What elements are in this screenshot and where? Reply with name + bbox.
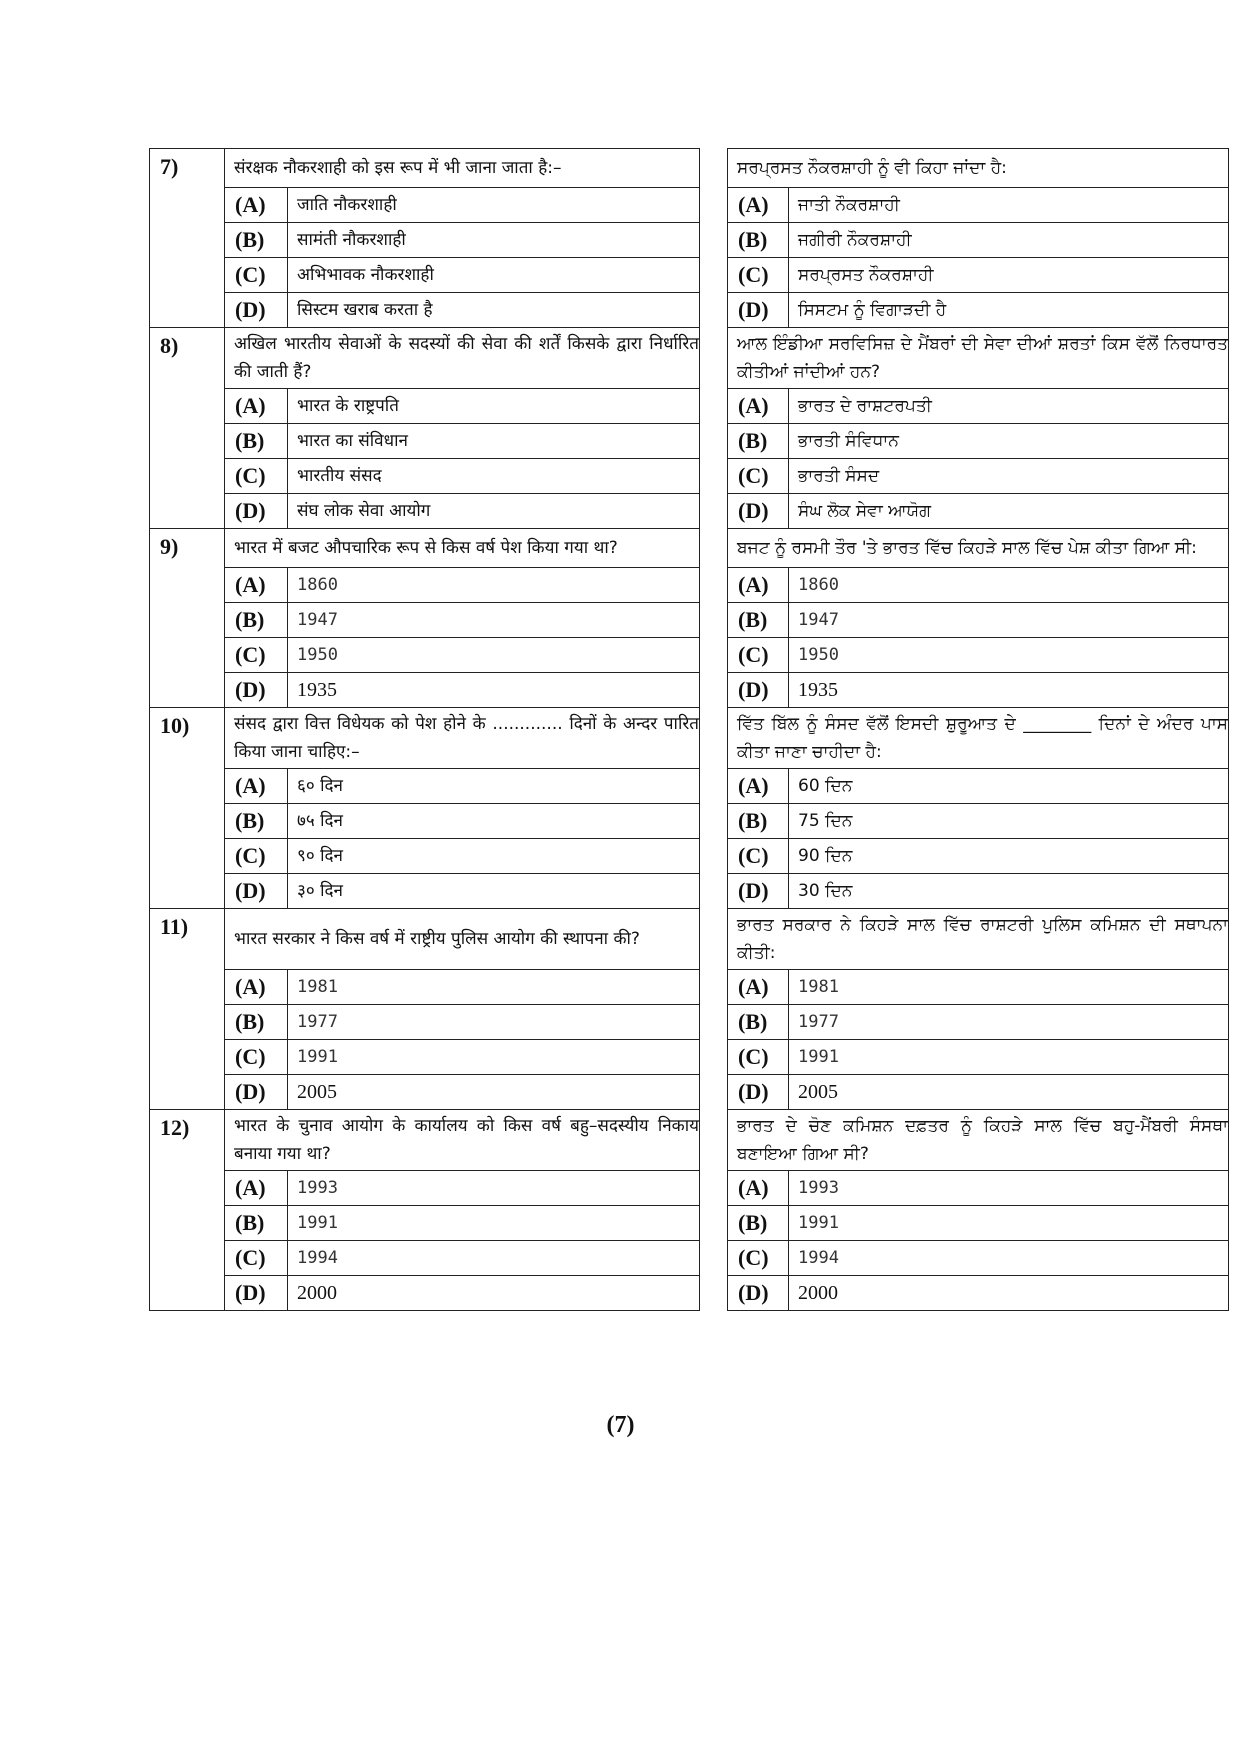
option-letter-hindi: (D) <box>225 293 288 328</box>
option-text-punjabi: ਭਾਰਤੀ ਸੰਵਿਧਾਨ <box>789 424 1229 459</box>
question-row <box>150 529 1229 568</box>
option-letter-hindi: (C) <box>225 258 288 293</box>
option-row <box>150 1206 1229 1241</box>
option-letter-hindi: (A) <box>225 389 288 424</box>
option-row <box>150 804 1229 839</box>
column-separator <box>700 529 728 708</box>
option-text-punjabi: 1981 <box>789 970 1229 1005</box>
option-letter-hindi: (C) <box>225 1241 288 1276</box>
option-letter-hindi: (B) <box>225 804 288 839</box>
option-letter-punjabi: (D) <box>728 1075 789 1110</box>
option-text-hindi: भारतीय संसद <box>288 459 700 494</box>
option-row <box>150 1075 1229 1110</box>
question-text-punjabi: ਆਲ ਇੰਡੀਆ ਸਰਵਿਸਿਜ਼ ਦੇ ਮੈਂਬਰਾਂ ਦੀ ਸੇਵਾ ਦੀਆਂ ਸ਼ਰਤਾਂ ਕਿਸ ਵੱਲੋਂ ਨਿਰਧਾਰਤ ਕੀਤੀਆਂ ਜਾਂਦੀਆਂ ਹਨ? <box>728 328 1229 389</box>
option-row <box>150 970 1229 1005</box>
option-letter-hindi: (B) <box>225 1005 288 1040</box>
option-letter-hindi: (D) <box>225 673 288 708</box>
option-text-punjabi: 1991 <box>789 1206 1229 1241</box>
option-text-punjabi: 1991 <box>789 1040 1229 1075</box>
option-row <box>150 839 1229 874</box>
question-text-punjabi: ਸਰਪ੍ਰਸਤ ਨੌਕਰਸ਼ਾਹੀ ਨੂੰ ਵੀ ਕਿਹਾ ਜਾਂਦਾ ਹੈ: <box>728 149 1229 188</box>
option-row <box>150 1040 1229 1075</box>
option-row <box>150 874 1229 909</box>
option-text-punjabi: 90 ਦਿਨ <box>789 839 1229 874</box>
column-separator <box>700 149 728 328</box>
option-row <box>150 223 1229 258</box>
option-text-punjabi: 75 ਦਿਨ <box>789 804 1229 839</box>
option-text-hindi: सामंती नौकरशाही <box>288 223 700 258</box>
option-letter-punjabi: (D) <box>728 874 789 909</box>
option-text-punjabi: ਜਾਤੀ ਨੌਕਰਸ਼ਾਹੀ <box>789 188 1229 223</box>
option-row <box>150 568 1229 603</box>
column-separator <box>700 708 728 909</box>
option-text-hindi: ६० दिन <box>288 769 700 804</box>
option-text-punjabi: ਸੰਘ ਲੋਕ ਸੇਵਾ ਆਯੋਗ <box>789 494 1229 529</box>
option-text-hindi: भारत के राष्ट्रपति <box>288 389 700 424</box>
option-row <box>150 1171 1229 1206</box>
option-text-punjabi: 1977 <box>789 1005 1229 1040</box>
option-text-hindi: 1977 <box>288 1005 700 1040</box>
option-letter-punjabi: (B) <box>728 804 789 839</box>
option-text-punjabi: 1950 <box>789 638 1229 673</box>
question-text-hindi: भारत के चुनाव आयोग के कार्यालय को किस वर्ष बहु–सदस्यीय निकाय बनाया गया था? <box>225 1110 700 1171</box>
question-number: 12) <box>150 1110 225 1311</box>
option-text-hindi: 1993 <box>288 1171 700 1206</box>
question-row <box>150 328 1229 389</box>
option-letter-punjabi: (D) <box>728 494 789 529</box>
question-text-punjabi: ਵਿੱਤ ਬਿੱਲ ਨੂੰ ਸੰਸਦ ਵੱਲੋਂ ਇਸਦੀ ਸ਼ੁਰੂਆਤ ਦੇ ________ ਦਿਨਾਂ ਦੇ ਅੰਦਰ ਪਾਸ ਕੀਤਾ ਜਾਣਾ ਚਾਹੀਦਾ ਹੈ: <box>728 708 1229 769</box>
option-text-hindi: 2000 <box>288 1276 700 1311</box>
option-text-punjabi: 1994 <box>789 1241 1229 1276</box>
option-letter-punjabi: (B) <box>728 223 789 258</box>
option-text-punjabi: 1993 <box>789 1171 1229 1206</box>
question-number: 7) <box>150 149 225 328</box>
option-text-hindi: 1935 <box>288 673 700 708</box>
option-letter-punjabi: (D) <box>728 1276 789 1311</box>
option-letter-hindi: (A) <box>225 568 288 603</box>
option-text-hindi: भारत का संविधान <box>288 424 700 459</box>
option-row <box>150 1241 1229 1276</box>
option-letter-hindi: (C) <box>225 638 288 673</box>
option-letter-punjabi: (C) <box>728 1241 789 1276</box>
option-letter-hindi: (D) <box>225 1276 288 1311</box>
option-letter-hindi: (C) <box>225 839 288 874</box>
question-text-punjabi: ਭਾਰਤ ਦੇ ਚੋਣ ਕਮਿਸ਼ਨ ਦਫ਼ਤਰ ਨੂੰ ਕਿਹੜੇ ਸਾਲ ਵਿੱਚ ਬਹੁ-ਮੈਂਬਰੀ ਸੰਸਥਾ ਬਣਾਇਆ ਗਿਆ ਸੀ? <box>728 1110 1229 1171</box>
option-text-hindi: 1981 <box>288 970 700 1005</box>
option-text-punjabi: ਭਾਰਤੀ ਸੰਸਦ <box>789 459 1229 494</box>
option-text-punjabi: ਸਿਸਟਮ ਨੂੰ ਵਿਗਾੜਦੀ ਹੈ <box>789 293 1229 328</box>
option-text-punjabi: 2005 <box>789 1075 1229 1110</box>
option-letter-punjabi: (D) <box>728 293 789 328</box>
option-letter-hindi: (B) <box>225 223 288 258</box>
option-text-punjabi: 1935 <box>789 673 1229 708</box>
column-separator <box>700 1110 728 1311</box>
option-row <box>150 673 1229 708</box>
option-text-punjabi: 60 ਦਿਨ <box>789 769 1229 804</box>
option-letter-hindi: (C) <box>225 459 288 494</box>
option-text-punjabi: ਜਗੀਰੀ ਨੌਕਰਸ਼ਾਹੀ <box>789 223 1229 258</box>
question-number: 9) <box>150 529 225 708</box>
option-letter-punjabi: (C) <box>728 459 789 494</box>
option-text-hindi: अभिभावक नौकरशाही <box>288 258 700 293</box>
column-separator <box>700 909 728 1110</box>
option-letter-punjabi: (B) <box>728 603 789 638</box>
option-row <box>150 769 1229 804</box>
option-text-hindi: 1994 <box>288 1241 700 1276</box>
option-letter-hindi: (A) <box>225 1171 288 1206</box>
option-letter-punjabi: (B) <box>728 1206 789 1241</box>
option-text-hindi: 1947 <box>288 603 700 638</box>
option-text-hindi: ९० दिन <box>288 839 700 874</box>
option-text-hindi: जाति नौकरशाही <box>288 188 700 223</box>
option-row <box>150 293 1229 328</box>
option-text-hindi: 1991 <box>288 1040 700 1075</box>
option-letter-hindi: (B) <box>225 1206 288 1241</box>
question-number: 11) <box>150 909 225 1110</box>
question-text-hindi: संरक्षक नौकरशाही को इस रूप में भी जाना जाता है:– <box>225 149 700 188</box>
option-letter-punjabi: (D) <box>728 673 789 708</box>
question-number: 10) <box>150 708 225 909</box>
option-row <box>150 258 1229 293</box>
question-text-hindi: भारत सरकार ने किस वर्ष में राष्ट्रीय पुलिस आयोग की स्थापना की? <box>225 909 700 970</box>
option-text-hindi: संघ लोक सेवा आयोग <box>288 494 700 529</box>
option-letter-hindi: (B) <box>225 424 288 459</box>
question-row <box>150 1110 1229 1171</box>
option-text-hindi: ३० दिन <box>288 874 700 909</box>
option-letter-punjabi: (A) <box>728 1171 789 1206</box>
option-letter-punjabi: (C) <box>728 839 789 874</box>
option-row <box>150 188 1229 223</box>
column-separator <box>700 328 728 529</box>
option-text-punjabi: 1947 <box>789 603 1229 638</box>
option-letter-punjabi: (C) <box>728 258 789 293</box>
option-row <box>150 459 1229 494</box>
option-row <box>150 638 1229 673</box>
question-row <box>150 909 1229 970</box>
option-letter-punjabi: (A) <box>728 970 789 1005</box>
option-text-hindi: सिस्टम खराब करता है <box>288 293 700 328</box>
option-text-punjabi: 30 ਦਿਨ <box>789 874 1229 909</box>
question-row <box>150 149 1229 188</box>
option-letter-punjabi: (A) <box>728 568 789 603</box>
option-letter-hindi: (C) <box>225 1040 288 1075</box>
option-letter-hindi: (A) <box>225 769 288 804</box>
option-row <box>150 424 1229 459</box>
question-table <box>149 148 1229 1311</box>
option-letter-punjabi: (C) <box>728 638 789 673</box>
option-letter-punjabi: (B) <box>728 1005 789 1040</box>
question-text-hindi: भारत में बजट औपचारिक रूप से किस वर्ष पेश किया गया था? <box>225 529 700 568</box>
option-text-punjabi: 2000 <box>789 1276 1229 1311</box>
option-text-punjabi: 1860 <box>789 568 1229 603</box>
question-text-hindi: अखिल भारतीय सेवाओं के सदस्यों की सेवा की शर्तें किसके द्वारा निर्धारित की जाती हैं? <box>225 328 700 389</box>
option-letter-punjabi: (A) <box>728 769 789 804</box>
question-row <box>150 708 1229 769</box>
option-letter-hindi: (D) <box>225 494 288 529</box>
option-letter-hindi: (B) <box>225 603 288 638</box>
option-letter-hindi: (D) <box>225 1075 288 1110</box>
option-row <box>150 603 1229 638</box>
option-letter-punjabi: (A) <box>728 188 789 223</box>
option-text-hindi: 1950 <box>288 638 700 673</box>
page-number: (7) <box>606 1412 635 1438</box>
option-row <box>150 1276 1229 1311</box>
option-text-punjabi: ਭਾਰਤ ਦੇ ਰਾਸ਼ਟਰਪਤੀ <box>789 389 1229 424</box>
question-text-punjabi: ਭਾਰਤ ਸਰਕਾਰ ਨੇ ਕਿਹੜੇ ਸਾਲ ਵਿੱਚ ਰਾਸ਼ਟਰੀ ਪੁਲਿਸ ਕਮਿਸ਼ਨ ਦੀ ਸਥਾਪਨਾ ਕੀਤੀ: <box>728 909 1229 970</box>
option-text-hindi: 1991 <box>288 1206 700 1241</box>
option-text-hindi: 1860 <box>288 568 700 603</box>
question-text-hindi: संसद द्वारा वित्त विधेयक को पेश होने के ............. दिनों के अन्दर पारित किया जाना चाहिए:– <box>225 708 700 769</box>
question-number: 8) <box>150 328 225 529</box>
option-text-hindi: 2005 <box>288 1075 700 1110</box>
option-text-punjabi: ਸਰਪ੍ਰਸਤ ਨੌਕਰਸ਼ਾਹੀ <box>789 258 1229 293</box>
option-letter-punjabi: (C) <box>728 1040 789 1075</box>
option-text-hindi: ७५ दिन <box>288 804 700 839</box>
question-text-punjabi: ਬਜਟ ਨੂੰ ਰਸਮੀ ਤੌਰ 'ਤੇ ਭਾਰਤ ਵਿੱਚ ਕਿਹੜੇ ਸਾਲ ਵਿੱਚ ਪੇਸ਼ ਕੀਤਾ ਗਿਆ ਸੀ: <box>728 529 1229 568</box>
option-row <box>150 494 1229 529</box>
option-letter-hindi: (D) <box>225 874 288 909</box>
option-letter-punjabi: (B) <box>728 424 789 459</box>
option-row <box>150 389 1229 424</box>
option-letter-punjabi: (A) <box>728 389 789 424</box>
option-letter-hindi: (A) <box>225 970 288 1005</box>
option-letter-hindi: (A) <box>225 188 288 223</box>
option-row <box>150 1005 1229 1040</box>
